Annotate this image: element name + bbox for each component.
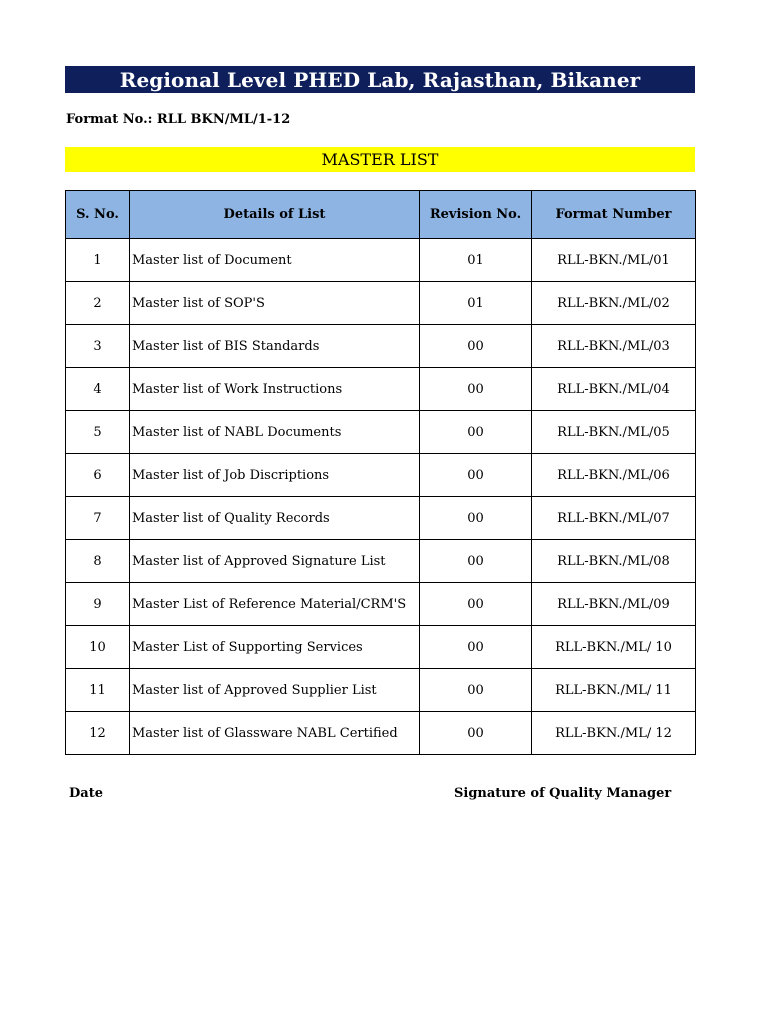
column-header-format-number: Format Number — [532, 191, 696, 239]
cell-revision: 00 — [420, 454, 532, 497]
table-header-row — [66, 191, 696, 239]
cell-revision: 00 — [420, 583, 532, 626]
table-row — [66, 454, 696, 497]
format-number-label: Format No.: RLL BKN/ML/1-12 — [66, 112, 291, 127]
cell-format-number: RLL-BKN./ML/05 — [532, 411, 696, 454]
cell-revision: 00 — [420, 626, 532, 669]
cell-details: Master List of Reference Material/CRM'S — [130, 583, 420, 626]
date-label: Date — [69, 786, 103, 801]
table-body — [66, 239, 696, 755]
cell-sno: 2 — [66, 282, 130, 325]
cell-sno: 11 — [66, 669, 130, 712]
column-header-details: Details of List — [130, 191, 420, 239]
table-row — [66, 368, 696, 411]
cell-format-number: RLL-BKN./ML/01 — [532, 239, 696, 282]
cell-details: Master list of Approved Supplier List — [130, 669, 420, 712]
table-row — [66, 497, 696, 540]
cell-format-number: RLL-BKN./ML/03 — [532, 325, 696, 368]
master-list-title: MASTER LIST — [65, 147, 695, 172]
cell-details: Master list of Approved Signature List — [130, 540, 420, 583]
cell-format-number: RLL-BKN./ML/07 — [532, 497, 696, 540]
cell-details: Master list of Glassware NABL Certified — [130, 712, 420, 755]
cell-format-number: RLL-BKN./ML/ 10 — [532, 626, 696, 669]
cell-sno: 10 — [66, 626, 130, 669]
cell-sno: 6 — [66, 454, 130, 497]
cell-details: Master list of Quality Records — [130, 497, 420, 540]
cell-details: Master list of Job Discriptions — [130, 454, 420, 497]
cell-sno: 4 — [66, 368, 130, 411]
cell-sno: 9 — [66, 583, 130, 626]
column-header-revision: Revision No. — [420, 191, 532, 239]
cell-format-number: RLL-BKN./ML/09 — [532, 583, 696, 626]
cell-details: Master list of Work Instructions — [130, 368, 420, 411]
cell-details: Master list of NABL Documents — [130, 411, 420, 454]
document-title: Regional Level PHED Lab, Rajasthan, Bikaner — [65, 66, 695, 93]
table-row — [66, 712, 696, 755]
cell-sno: 1 — [66, 239, 130, 282]
cell-format-number: RLL-BKN./ML/02 — [532, 282, 696, 325]
cell-revision: 00 — [420, 540, 532, 583]
table-row — [66, 282, 696, 325]
cell-revision: 00 — [420, 669, 532, 712]
cell-sno: 3 — [66, 325, 130, 368]
cell-details: Master list of SOP'S — [130, 282, 420, 325]
column-header-sno: S. No. — [66, 191, 130, 239]
cell-sno: 5 — [66, 411, 130, 454]
cell-revision: 00 — [420, 497, 532, 540]
master-list-table — [65, 190, 696, 755]
cell-revision: 00 — [420, 368, 532, 411]
cell-format-number: RLL-BKN./ML/ 11 — [532, 669, 696, 712]
cell-revision: 00 — [420, 325, 532, 368]
cell-revision: 00 — [420, 712, 532, 755]
cell-details: Master list of Document — [130, 239, 420, 282]
table-row — [66, 325, 696, 368]
cell-format-number: RLL-BKN./ML/ 12 — [532, 712, 696, 755]
cell-format-number: RLL-BKN./ML/04 — [532, 368, 696, 411]
cell-sno: 7 — [66, 497, 130, 540]
table-row — [66, 239, 696, 282]
cell-details: Master list of BIS Standards — [130, 325, 420, 368]
table-row — [66, 583, 696, 626]
cell-sno: 12 — [66, 712, 130, 755]
cell-sno: 8 — [66, 540, 130, 583]
table-row — [66, 626, 696, 669]
table-row — [66, 540, 696, 583]
signature-label: Signature of Quality Manager — [454, 786, 672, 801]
cell-format-number: RLL-BKN./ML/08 — [532, 540, 696, 583]
cell-format-number: RLL-BKN./ML/06 — [532, 454, 696, 497]
cell-details: Master List of Supporting Services — [130, 626, 420, 669]
table-row — [66, 669, 696, 712]
cell-revision: 01 — [420, 282, 532, 325]
cell-revision: 01 — [420, 239, 532, 282]
cell-revision: 00 — [420, 411, 532, 454]
table-row — [66, 411, 696, 454]
